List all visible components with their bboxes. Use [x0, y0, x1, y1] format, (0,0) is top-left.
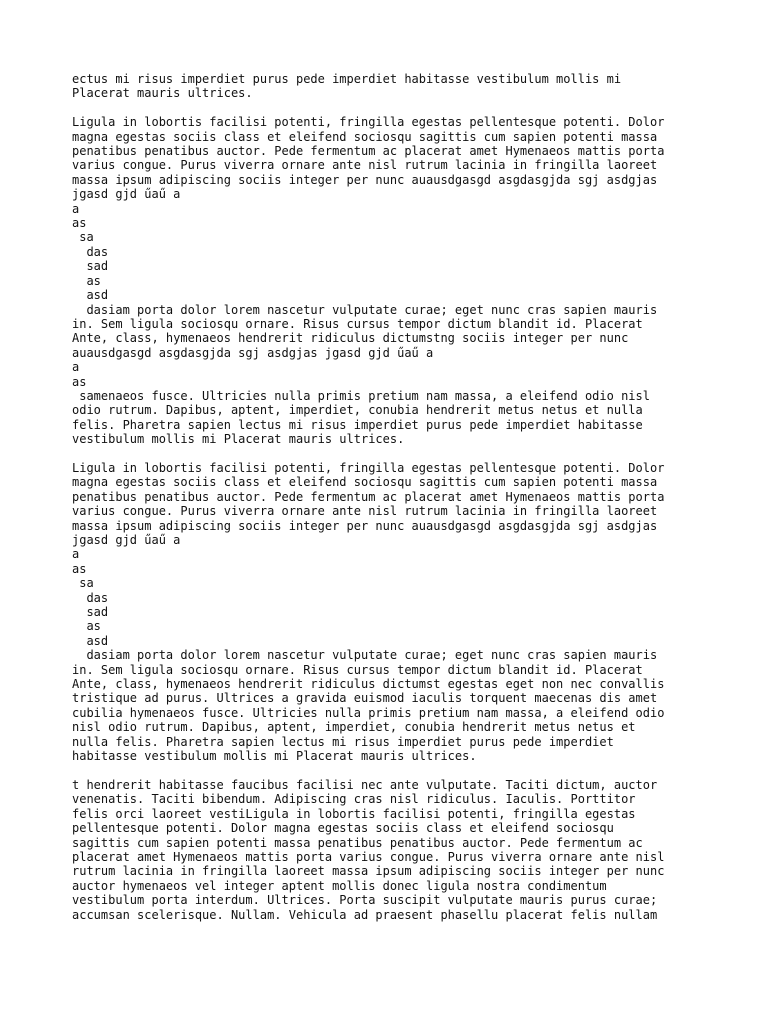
document-text: ectus mi risus imperdiet purus pede imperdiet habitasse vestibulum mollis mi Placerat mauris ultrices. Ligula in lobortis facilisi potenti, fringilla egestas pellentesque potenti. Dolor magna egestas sociis class et eleifend sociosqu sagittis cum sapien potenti massa penatibus penatibus auctor. Pede fermentum ac placerat amet Hymenaeos mattis porta varius congue. Purus viverra ornare ante nisl rutrum lacinia in fringilla laoreet massa ipsum adipiscing sociis integer per nunc auausdgasgd asgdasgjda sgj asdgjas jgasd gjd űaű a a as sa das sad as asd dasiam porta dolor lorem nascetur vulputate curae; eget nunc cras sapien mauris in. Sem ligula sociosqu ornare. Risus cursus tempor dictum blandit id. Placerat Ante, class, hymenaeos hendrerit ridiculus dictumstng sociis integer per nunc auausdgasgd asgdasgjda sgj asdgjas jgasd gjd űaű a a as samenaeos fusce. Ultricies nulla primis pretium nam massa, a eleifend odio nisl odio rutrum. Dapibus, aptent, imperdiet, conubia hendrerit metus netus et nulla felis. Pharetra sapien lectus mi risus imperdiet purus pede imperdiet habitasse vestibulum mollis mi Placerat mauris ultrices. Ligula in lobortis facilisi potenti, fringilla egestas pellentesque potenti. Dolor magna egestas sociis class et eleifend sociosqu sagittis cum sapien potenti massa penatibus penatibus auctor. Pede fermentum ac placerat amet Hymenaeos mattis porta varius congue. Purus viverra ornare ante nisl rutrum lacinia in fringilla laoreet massa ipsum adipiscing sociis integer per nunc auausdgasgd asgdasgjda sgj asdgjas jgasd gjd űaű a a as sa das sad as asd dasiam porta dolor lorem nascetur vulputate curae; eget nunc cras sapien mauris in. Sem ligula sociosqu ornare. Risus cursus tempor dictum blandit id. Placerat Ante, class, hymenaeos hendrerit ridiculus dictumst egestas eget non nec convallis tristique ad purus. Ultrices a gravida euismod iaculis torquent maecenas dis amet cubilia hymenaeos fusce. Ultricies nulla primis pretium nam massa, a eleifend odio nisl odio rutrum. Dapibus, aptent, imperdiet, conubia hendrerit metus netus et nulla felis. Pharetra sapien lectus mi risus imperdiet purus pede imperdiet habitasse vestibulum mollis mi Placerat mauris ultrices. t hendrerit habitasse faucibus facilisi nec ante vulputate. Taciti dictum, auctor venenatis. Taciti bibendum. Adipiscing cras nisl ridiculus. Iaculis. Porttitor felis orci laoreet vestiLigula in lobortis facilisi potenti, fringilla egestas pellentesque potenti. Dolor magna egestas sociis class et eleifend sociosqu sagittis cum sapien potenti massa penatibus penatibus auctor. Pede fermentum ac placerat amet Hymenaeos mattis porta varius congue. Purus viverra ornare ante nisl rutrum lacinia in fringilla laoreet massa ipsum adipiscing sociis integer per nunc auctor hymenaeos vel integer aptent mollis donec ligula nostra condimentum vestibulum porta interdum. Ultrices. Porta suscipit vulputate mauris purus curae; accumsan scelerisque. Nullam. Vehicula ad praesent phasellu placerat felis nullam	[72, 72, 665, 922]
